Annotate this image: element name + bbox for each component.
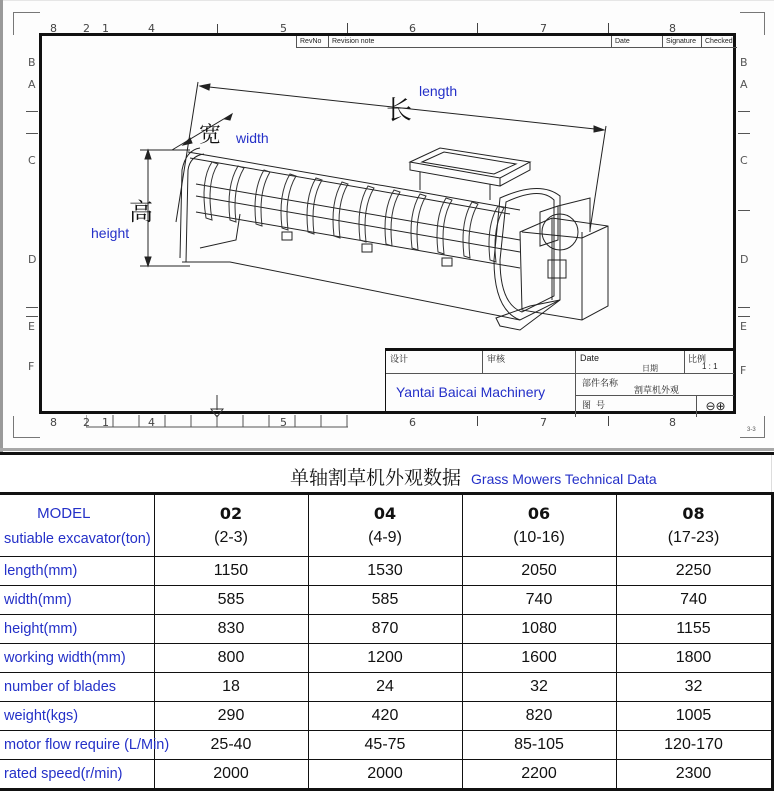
zone-col-label: 4 — [148, 416, 155, 429]
table-cell: 120-170 — [616, 731, 772, 760]
zone-col-label: 2 — [83, 416, 90, 429]
excavator-range: (10-16) — [513, 529, 565, 546]
header-label-cell — [0, 494, 154, 557]
review-label: 审核 — [487, 354, 506, 364]
height-label-en: height — [91, 225, 130, 241]
zone-row-label: E — [740, 320, 747, 333]
table-cell: 1530 — [308, 557, 462, 586]
model-code: 04 — [373, 504, 397, 523]
zone-col-label: 8 — [50, 416, 57, 429]
date-label-zh: 日期 — [642, 364, 658, 373]
zone-row-label: C — [740, 154, 748, 167]
specs-table — [0, 492, 774, 791]
date-header: Date — [611, 36, 662, 47]
table-cell: 2200 — [462, 760, 616, 790]
zone-col-label: 5 — [280, 22, 287, 35]
row-label: weight(kgs) — [0, 702, 154, 731]
date-label: Date — [580, 353, 600, 363]
bottom-scale-grid — [86, 415, 350, 428]
table-cell: 1150 — [154, 557, 308, 586]
zone-row-label: A — [740, 78, 748, 91]
model-cell — [308, 494, 462, 557]
excavator-range: (4-9) — [368, 529, 402, 546]
zone-row-label: D — [740, 253, 749, 266]
table-cell: 740 — [616, 586, 772, 615]
zone-col-label: 5 — [280, 416, 287, 429]
table-cell: 2000 — [154, 760, 308, 790]
table-cell: 18 — [154, 673, 308, 702]
table-cell: 2300 — [616, 760, 772, 790]
part-name-cell — [576, 374, 734, 396]
model-cell — [462, 494, 616, 557]
table-cell: 32 — [616, 673, 772, 702]
zone-row-label: D — [28, 253, 37, 266]
zone-tick — [608, 416, 609, 426]
table-row — [0, 731, 772, 760]
table-cell: 45-75 — [308, 731, 462, 760]
zone-col-label: 1 — [102, 416, 109, 429]
table-cell: 585 — [308, 586, 462, 615]
table-row — [0, 702, 772, 731]
zone-tick — [477, 416, 478, 426]
rev-no-header: RevNo — [296, 36, 328, 47]
length-label-zh: 长 — [386, 96, 413, 126]
table-cell: 1155 — [616, 615, 772, 644]
table-title-en: Grass Mowers Technical Data — [471, 471, 657, 487]
model-cell — [154, 494, 308, 557]
table-cell: 1200 — [308, 644, 462, 673]
width-label-zh: 宽 — [199, 123, 222, 148]
part-name-label: 部件名称 — [582, 378, 619, 388]
row-label: rated speed(r/min) — [0, 760, 154, 790]
table-cell: 2050 — [462, 557, 616, 586]
checked-header: Checked — [701, 36, 737, 47]
length-label-en: length — [419, 83, 458, 99]
table-cell: 24 — [308, 673, 462, 702]
scale-label: 比例 — [688, 354, 707, 364]
row-label: height(mm) — [0, 615, 154, 644]
scale-value: 1 : 1 — [702, 362, 718, 371]
table-cell: 290 — [154, 702, 308, 731]
section-divider — [0, 452, 774, 455]
zone-row-label: B — [740, 56, 748, 69]
table-cell: 1800 — [616, 644, 772, 673]
row-label: width(mm) — [0, 586, 154, 615]
row-label: length(mm) — [0, 557, 154, 586]
company-cell — [386, 374, 576, 417]
drawing-no-cell — [576, 396, 697, 417]
table-cell: 585 — [154, 586, 308, 615]
excavator-range: (2-3) — [214, 529, 248, 546]
zone-col-label: 8 — [669, 22, 676, 35]
table-cell: 1005 — [616, 702, 772, 731]
row-label: number of blades — [0, 673, 154, 702]
table-cell: 2000 — [308, 760, 462, 790]
zone-col-label: 2 — [83, 22, 90, 35]
zone-row-label: C — [28, 154, 36, 167]
zone-col-label: 7 — [540, 416, 547, 429]
zone-row-label: F — [28, 360, 35, 373]
model-code: 08 — [682, 504, 705, 523]
row-label: working width(mm) — [0, 644, 154, 673]
title-block — [385, 348, 736, 414]
table-row — [0, 586, 772, 615]
model-header: MODEL — [37, 504, 91, 522]
sheet-code: 3-3 — [747, 427, 756, 433]
table-cell: 25-40 — [154, 731, 308, 760]
zone-col-label: 6 — [409, 416, 416, 429]
excavator-header: sutiable excavator(ton) — [4, 530, 151, 547]
table-cell: 32 — [462, 673, 616, 702]
projection-symbol-icon: ⊖⊕ — [705, 399, 726, 413]
width-label-en: width — [236, 130, 269, 146]
model-cell — [616, 494, 772, 557]
table-cell: 85-105 — [462, 731, 616, 760]
table-cell: 2250 — [616, 557, 772, 586]
height-label-zh: 高 — [129, 198, 153, 226]
zone-col-label: 8 — [50, 22, 57, 35]
table-cell: 820 — [462, 702, 616, 731]
model-code: 02 — [219, 504, 243, 523]
model-code: 06 — [527, 504, 551, 523]
zone-col-label: 8 — [669, 416, 676, 429]
table-cell: 740 — [462, 586, 616, 615]
table-title — [290, 463, 657, 490]
table-row — [0, 760, 772, 790]
zone-col-label: 1 — [102, 22, 109, 35]
date-cell — [576, 351, 685, 374]
table-cell: 830 — [154, 615, 308, 644]
review-cell — [483, 351, 576, 374]
revision-note-header: Revision note — [328, 36, 611, 47]
title-rule-right — [771, 455, 772, 493]
table-row — [0, 673, 772, 702]
zone-col-label: 6 — [409, 22, 416, 35]
table-title-zh: 单轴割草机外观数据 — [290, 467, 462, 489]
table-cell: 800 — [154, 644, 308, 673]
zone-row-label: A — [28, 78, 36, 91]
part-name-value: 割草机外观 — [634, 385, 680, 395]
row-label: motor flow require (L/Min) — [0, 731, 154, 760]
company-name: Yantai Baicai Machinery — [396, 384, 546, 400]
table-cell: 1080 — [462, 615, 616, 644]
table-cell: 420 — [308, 702, 462, 731]
scale-cell — [685, 351, 734, 374]
table-row — [0, 644, 772, 673]
signature-header: Signature — [662, 36, 701, 47]
excavator-range: (17-23) — [667, 529, 720, 546]
table-row — [0, 615, 772, 644]
zone-row-label: E — [28, 320, 35, 333]
table-cell: 870 — [308, 615, 462, 644]
design-label: 设计 — [390, 354, 409, 364]
table-cell: 1600 — [462, 644, 616, 673]
table-row — [0, 557, 772, 586]
drawing-no-label: 图 号 — [582, 400, 606, 410]
design-cell — [386, 351, 483, 374]
zone-row-label: B — [28, 56, 36, 69]
zone-col-label: 7 — [540, 22, 547, 35]
zone-col-label: 4 — [148, 22, 155, 35]
specs-header-row — [0, 494, 772, 557]
zone-row-label: F — [740, 364, 747, 377]
